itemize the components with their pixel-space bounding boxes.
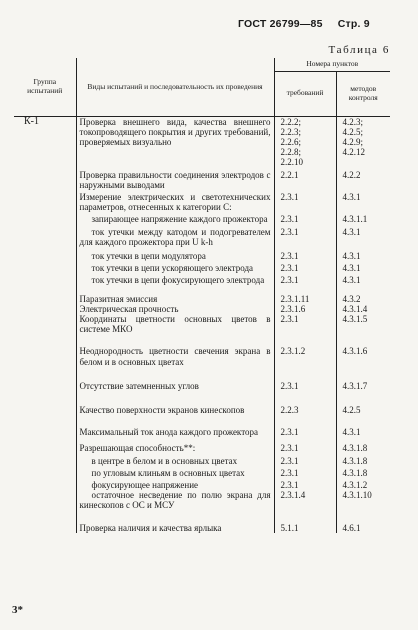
row-requirements: 2.2.1 xyxy=(274,168,336,190)
row-group xyxy=(14,286,76,304)
col-header-points: Номера пунктов xyxy=(274,58,390,71)
row-description: Проверка внешнего вида, качества внешнего токопроводящего покрытия и других требований, проверяемых визуально xyxy=(76,116,274,168)
row-methods: 4.3.1.8 xyxy=(342,455,368,466)
table-row xyxy=(14,168,390,190)
row-description: ток утечки между катодом и подогревателем для каждого прожектора при U k-h xyxy=(76,225,274,247)
row-requirements: 2.3.1 xyxy=(274,367,336,391)
row-methods: 4.3.1.8 xyxy=(342,467,368,478)
row-description: по угловым клиньям в основных цветах xyxy=(76,466,274,478)
row-requirements: 2.3.1 xyxy=(274,478,336,490)
col-header-description: Виды испытаний и последовательность их проведения xyxy=(76,58,274,116)
table-row xyxy=(14,478,390,490)
row-requirements: 2.3.1 xyxy=(274,314,336,334)
row-description: Разрешающая способность**: xyxy=(76,437,274,453)
row-description: в центре в белом и в основных цветах xyxy=(76,454,274,466)
standard-number: ГОСТ 26799—85 xyxy=(238,18,323,30)
row-requirements: 2.3.1 xyxy=(274,415,336,437)
table-row xyxy=(14,116,390,168)
table-row xyxy=(14,466,390,478)
row-group xyxy=(14,437,76,453)
row-group xyxy=(14,490,76,510)
row-methods: 4.3.1.2 xyxy=(342,479,368,490)
row-group xyxy=(14,273,76,285)
row-requirements: 2.2.2; 2.2.3; 2.2.6; 2.2.8; 2.2.10 xyxy=(274,116,336,168)
row-description: запирающее напряжение каждого прожектора xyxy=(76,212,274,224)
row-group xyxy=(14,334,76,366)
row-requirements: 2.3.1.2 xyxy=(274,334,336,366)
row-methods: 4.3.1.6 xyxy=(342,346,368,357)
page-number: 3* xyxy=(12,604,23,616)
col-header-methods: методов контроля xyxy=(348,84,378,102)
row-group xyxy=(14,225,76,247)
row-requirements: 2.2.3 xyxy=(274,391,336,415)
row-group xyxy=(14,212,76,224)
row-requirements: 2.3.1 xyxy=(274,190,336,212)
row-group xyxy=(14,478,76,490)
table-row xyxy=(14,437,390,453)
row-description: Отсутствие затемненных углов xyxy=(76,367,274,391)
table-row xyxy=(14,286,390,304)
table-row xyxy=(14,391,390,415)
table-row xyxy=(14,314,390,334)
row-description: Паразитная эмиссия xyxy=(76,286,274,304)
table-body xyxy=(14,116,390,533)
row-requirements: 2.3.1.11 xyxy=(274,286,336,304)
row-description: остаточное несведение по полю экрана для кинескопов с ОС и МСУ xyxy=(76,490,274,510)
row-group xyxy=(14,304,76,314)
page-indicator: Стр. 9 xyxy=(337,18,370,30)
row-group xyxy=(14,511,76,533)
col-header-requirements: требований xyxy=(274,71,336,116)
table-label: Таблица 6 xyxy=(328,44,390,56)
row-methods: 4.3.1 xyxy=(342,427,361,438)
table-row xyxy=(14,190,390,212)
row-requirements: 2.3.1 xyxy=(274,466,336,478)
row-description: фокусирующее напряжение xyxy=(76,478,274,490)
row-requirements: 2.3.1 xyxy=(274,261,336,273)
table-row xyxy=(14,490,390,510)
table-row xyxy=(14,247,390,261)
page-header xyxy=(238,18,370,30)
row-description: Электрическая прочность xyxy=(76,304,274,314)
row-methods: 4.2.2 xyxy=(342,169,361,180)
row-group xyxy=(14,190,76,212)
row-group xyxy=(14,247,76,261)
row-methods: 4.3.2 xyxy=(342,293,361,304)
row-methods: 4.3.1.10 xyxy=(342,490,372,501)
table-row xyxy=(14,367,390,391)
row-requirements: 2.3.1.6 xyxy=(274,304,336,314)
row-description: Проверка правильности соединения электродов с наружными выводами xyxy=(76,168,274,190)
row-requirements: 2.3.1 xyxy=(274,212,336,224)
table-row xyxy=(14,334,390,366)
test-table xyxy=(14,58,390,533)
table-row xyxy=(14,212,390,224)
row-methods: 4.3.1 xyxy=(342,263,361,274)
row-requirements: 5.1.1 xyxy=(274,511,336,533)
row-group xyxy=(14,391,76,415)
col-header-group: Группа испытаний xyxy=(14,58,76,116)
row-requirements: 2.3.1 xyxy=(274,273,336,285)
table-row xyxy=(14,511,390,533)
row-group xyxy=(14,314,76,334)
row-group xyxy=(14,415,76,437)
row-description: Проверка наличия и качества ярлыка xyxy=(76,511,274,533)
row-methods: 4.3.1.5 xyxy=(342,313,368,324)
row-requirements: 2.3.1 xyxy=(274,454,336,466)
row-requirements: 2.3.1 xyxy=(274,437,336,453)
row-methods: 4.2.3; 4.2.5; 4.2.9; 4.2.12 xyxy=(342,116,365,158)
row-requirements: 2.3.1.4 xyxy=(274,490,336,510)
table-row xyxy=(14,273,390,285)
row-methods: 4.3.1 xyxy=(342,250,361,261)
row-group xyxy=(14,466,76,478)
row-description: ток утечки в цепи модулятора xyxy=(76,247,274,261)
table-row xyxy=(14,415,390,437)
table-row xyxy=(14,225,390,247)
row-methods: 4.2.5 xyxy=(342,404,361,415)
row-methods: 4.3.1.7 xyxy=(342,380,368,391)
row-description: Измерение электрических и светотехнических параметров, отнесенных к категории С: xyxy=(76,190,274,212)
row-group xyxy=(14,367,76,391)
row-methods: 4.3.1.1 xyxy=(342,214,368,225)
row-group xyxy=(14,454,76,466)
row-description: ток утечки в цепи фокусирующего электрода xyxy=(76,273,274,285)
row-methods: 4.6.1 xyxy=(342,522,361,533)
row-group: К-1 xyxy=(14,116,76,168)
row-requirements: 2.3.1 xyxy=(274,225,336,247)
row-description: Максимальный ток анода каждого прожектора xyxy=(76,415,274,437)
row-group xyxy=(14,168,76,190)
row-group xyxy=(14,261,76,273)
row-description: Координаты цветности основных цветов в системе МКО xyxy=(76,314,274,334)
row-methods: 4.3.1.4 xyxy=(342,303,368,314)
table-row xyxy=(14,261,390,273)
row-requirements: 2.3.1 xyxy=(274,247,336,261)
table-row xyxy=(14,454,390,466)
row-methods: 4.3.1.8 xyxy=(342,443,368,454)
row-methods: 4.3.1 xyxy=(342,191,361,202)
table-row xyxy=(14,304,390,314)
row-methods: 4.3.1 xyxy=(342,275,361,286)
row-description: ток утечки в цепи ускоряющего электрода xyxy=(76,261,274,273)
row-description: Неоднородность цветности свечения экрана в белом и в основных цветах xyxy=(76,334,274,366)
row-description: Качество поверхности экранов кинескопов xyxy=(76,391,274,415)
row-methods: 4.3.1 xyxy=(342,226,361,237)
